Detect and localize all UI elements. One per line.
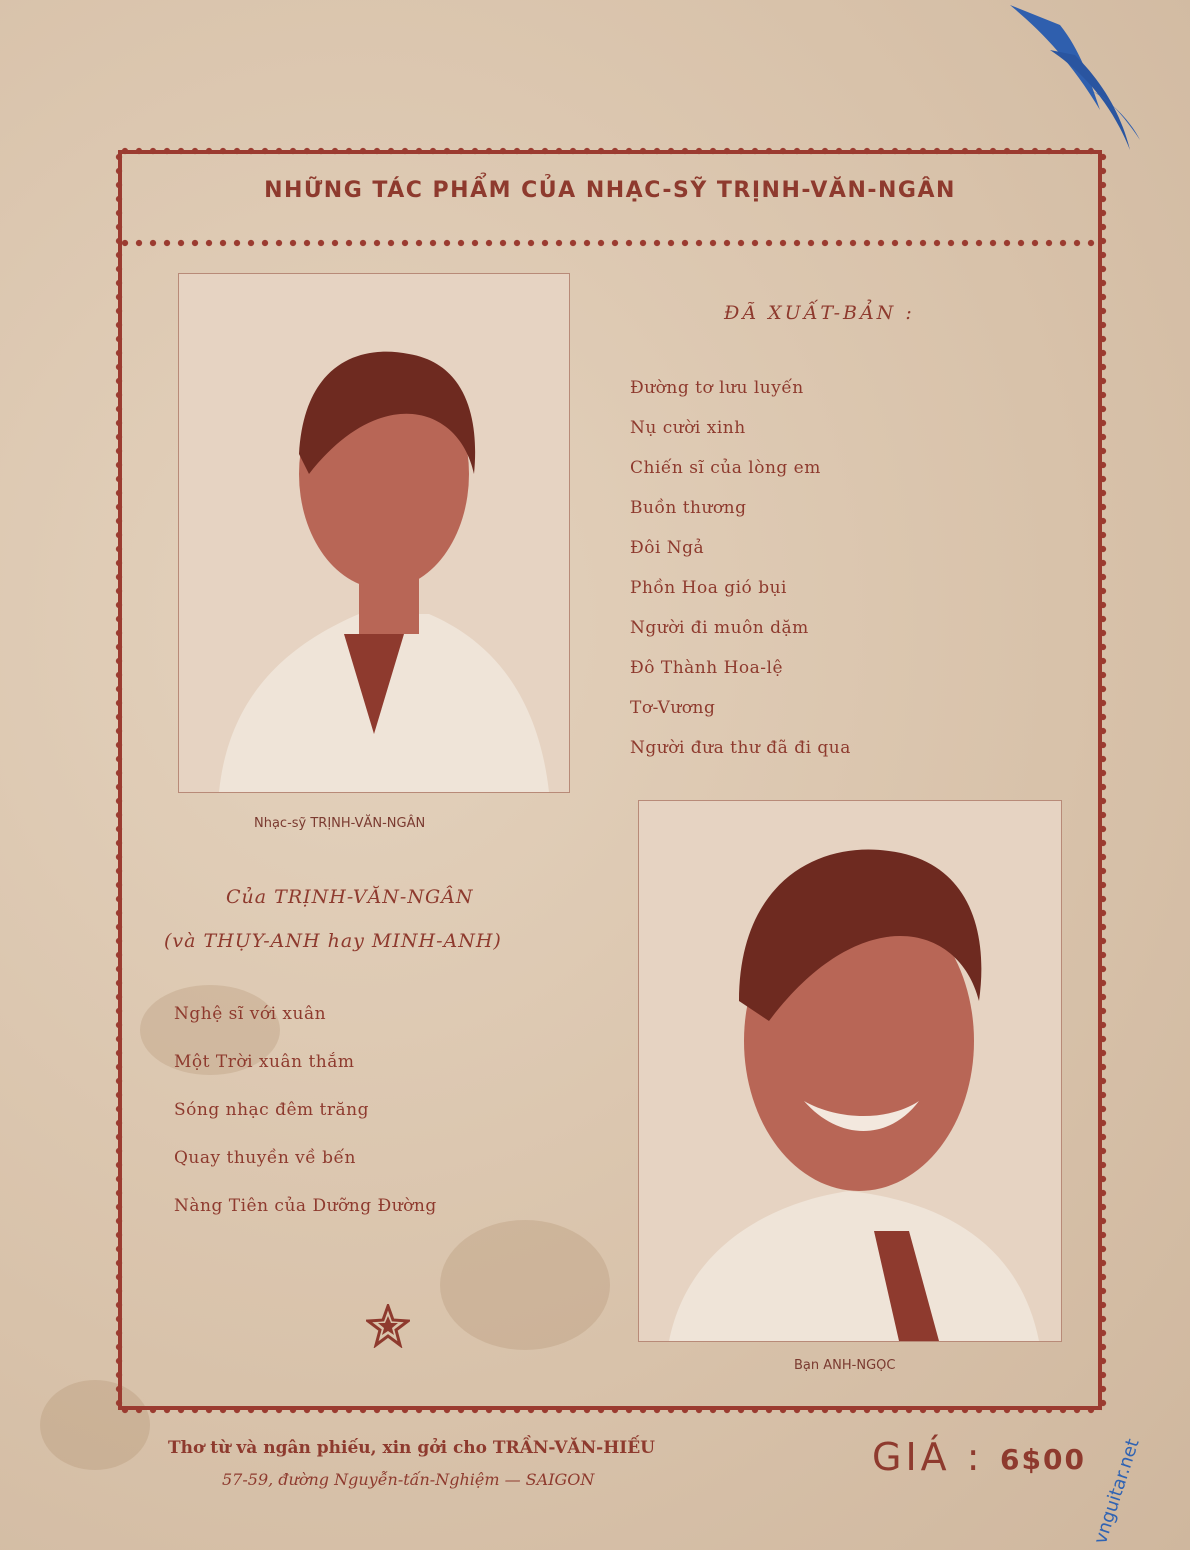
list-item: Sóng nhạc đêm trăng xyxy=(174,1100,369,1120)
list-item: Chiến sĩ của lòng em xyxy=(630,458,821,478)
list-item: Quay thuyền về bến xyxy=(174,1148,356,1168)
portrait-photo-anh-ngoc xyxy=(638,800,1062,1342)
page-title: NHỮNG TÁC PHẨM CỦA NHẠC-SỸ TRỊNH-VĂN-NGÂN xyxy=(264,178,956,203)
footer-address-line1: Thơ từ và ngân phiếu, xin gởi cho TRẦN-VĂN-HIẾU xyxy=(168,1438,656,1458)
photo1-caption: Nhạc-sỹ TRỊNH-VĂN-NGÂN xyxy=(254,816,426,831)
list-item: Nàng Tiên của Dưỡng Đường xyxy=(174,1196,437,1216)
coauthored-song-list xyxy=(174,1004,437,1244)
watermark: vnguitar.net xyxy=(1090,1436,1144,1547)
list-item: Nghệ sĩ với xuân xyxy=(174,1004,327,1024)
photo2-caption: Bạn ANH-NGỌC xyxy=(794,1358,896,1373)
published-song-list xyxy=(630,378,851,778)
dotted-border-right xyxy=(1096,150,1110,1410)
list-item: Tơ-Vương xyxy=(630,698,716,718)
portrait-photo-trinh-van-ngan xyxy=(178,273,570,793)
ink-splash xyxy=(990,0,1150,160)
star-icon xyxy=(366,1304,410,1348)
dotted-border-bottom xyxy=(118,1403,1102,1417)
price-label: GIÁ : xyxy=(872,1435,984,1479)
list-item: Đôi Ngả xyxy=(630,538,705,558)
footer-address-line2: 57-59, đường Nguyễn-tấn-Nghiệm — SAIGON xyxy=(222,1470,595,1489)
list-item: Phồn Hoa gió bụi xyxy=(630,578,787,598)
dotted-border-header-bottom xyxy=(118,236,1102,250)
price-value: 6$00 xyxy=(1000,1443,1086,1476)
dotted-border-left xyxy=(112,150,126,1410)
list-item: Đô Thành Hoa-lệ xyxy=(630,658,784,678)
list-item: Người đi muôn dặm xyxy=(630,618,809,638)
list-item: Một Trời xuân thắm xyxy=(174,1052,355,1072)
list-item: Nụ cười xinh xyxy=(630,418,746,438)
list-item: Người đưa thư đã đi qua xyxy=(630,738,851,758)
published-heading: ĐÃ XUẤT-BẢN : xyxy=(724,302,915,324)
dotted-border-top xyxy=(118,144,1102,158)
coauthored-byline: Của TRỊNH-VĂN-NGÂN xyxy=(226,886,474,908)
list-item: Đường tơ lưu luyến xyxy=(630,378,804,398)
coauthored-byline-2: (và THỤY-ANH hay MINH-ANH) xyxy=(164,930,502,952)
list-item: Buồn thương xyxy=(630,498,747,518)
